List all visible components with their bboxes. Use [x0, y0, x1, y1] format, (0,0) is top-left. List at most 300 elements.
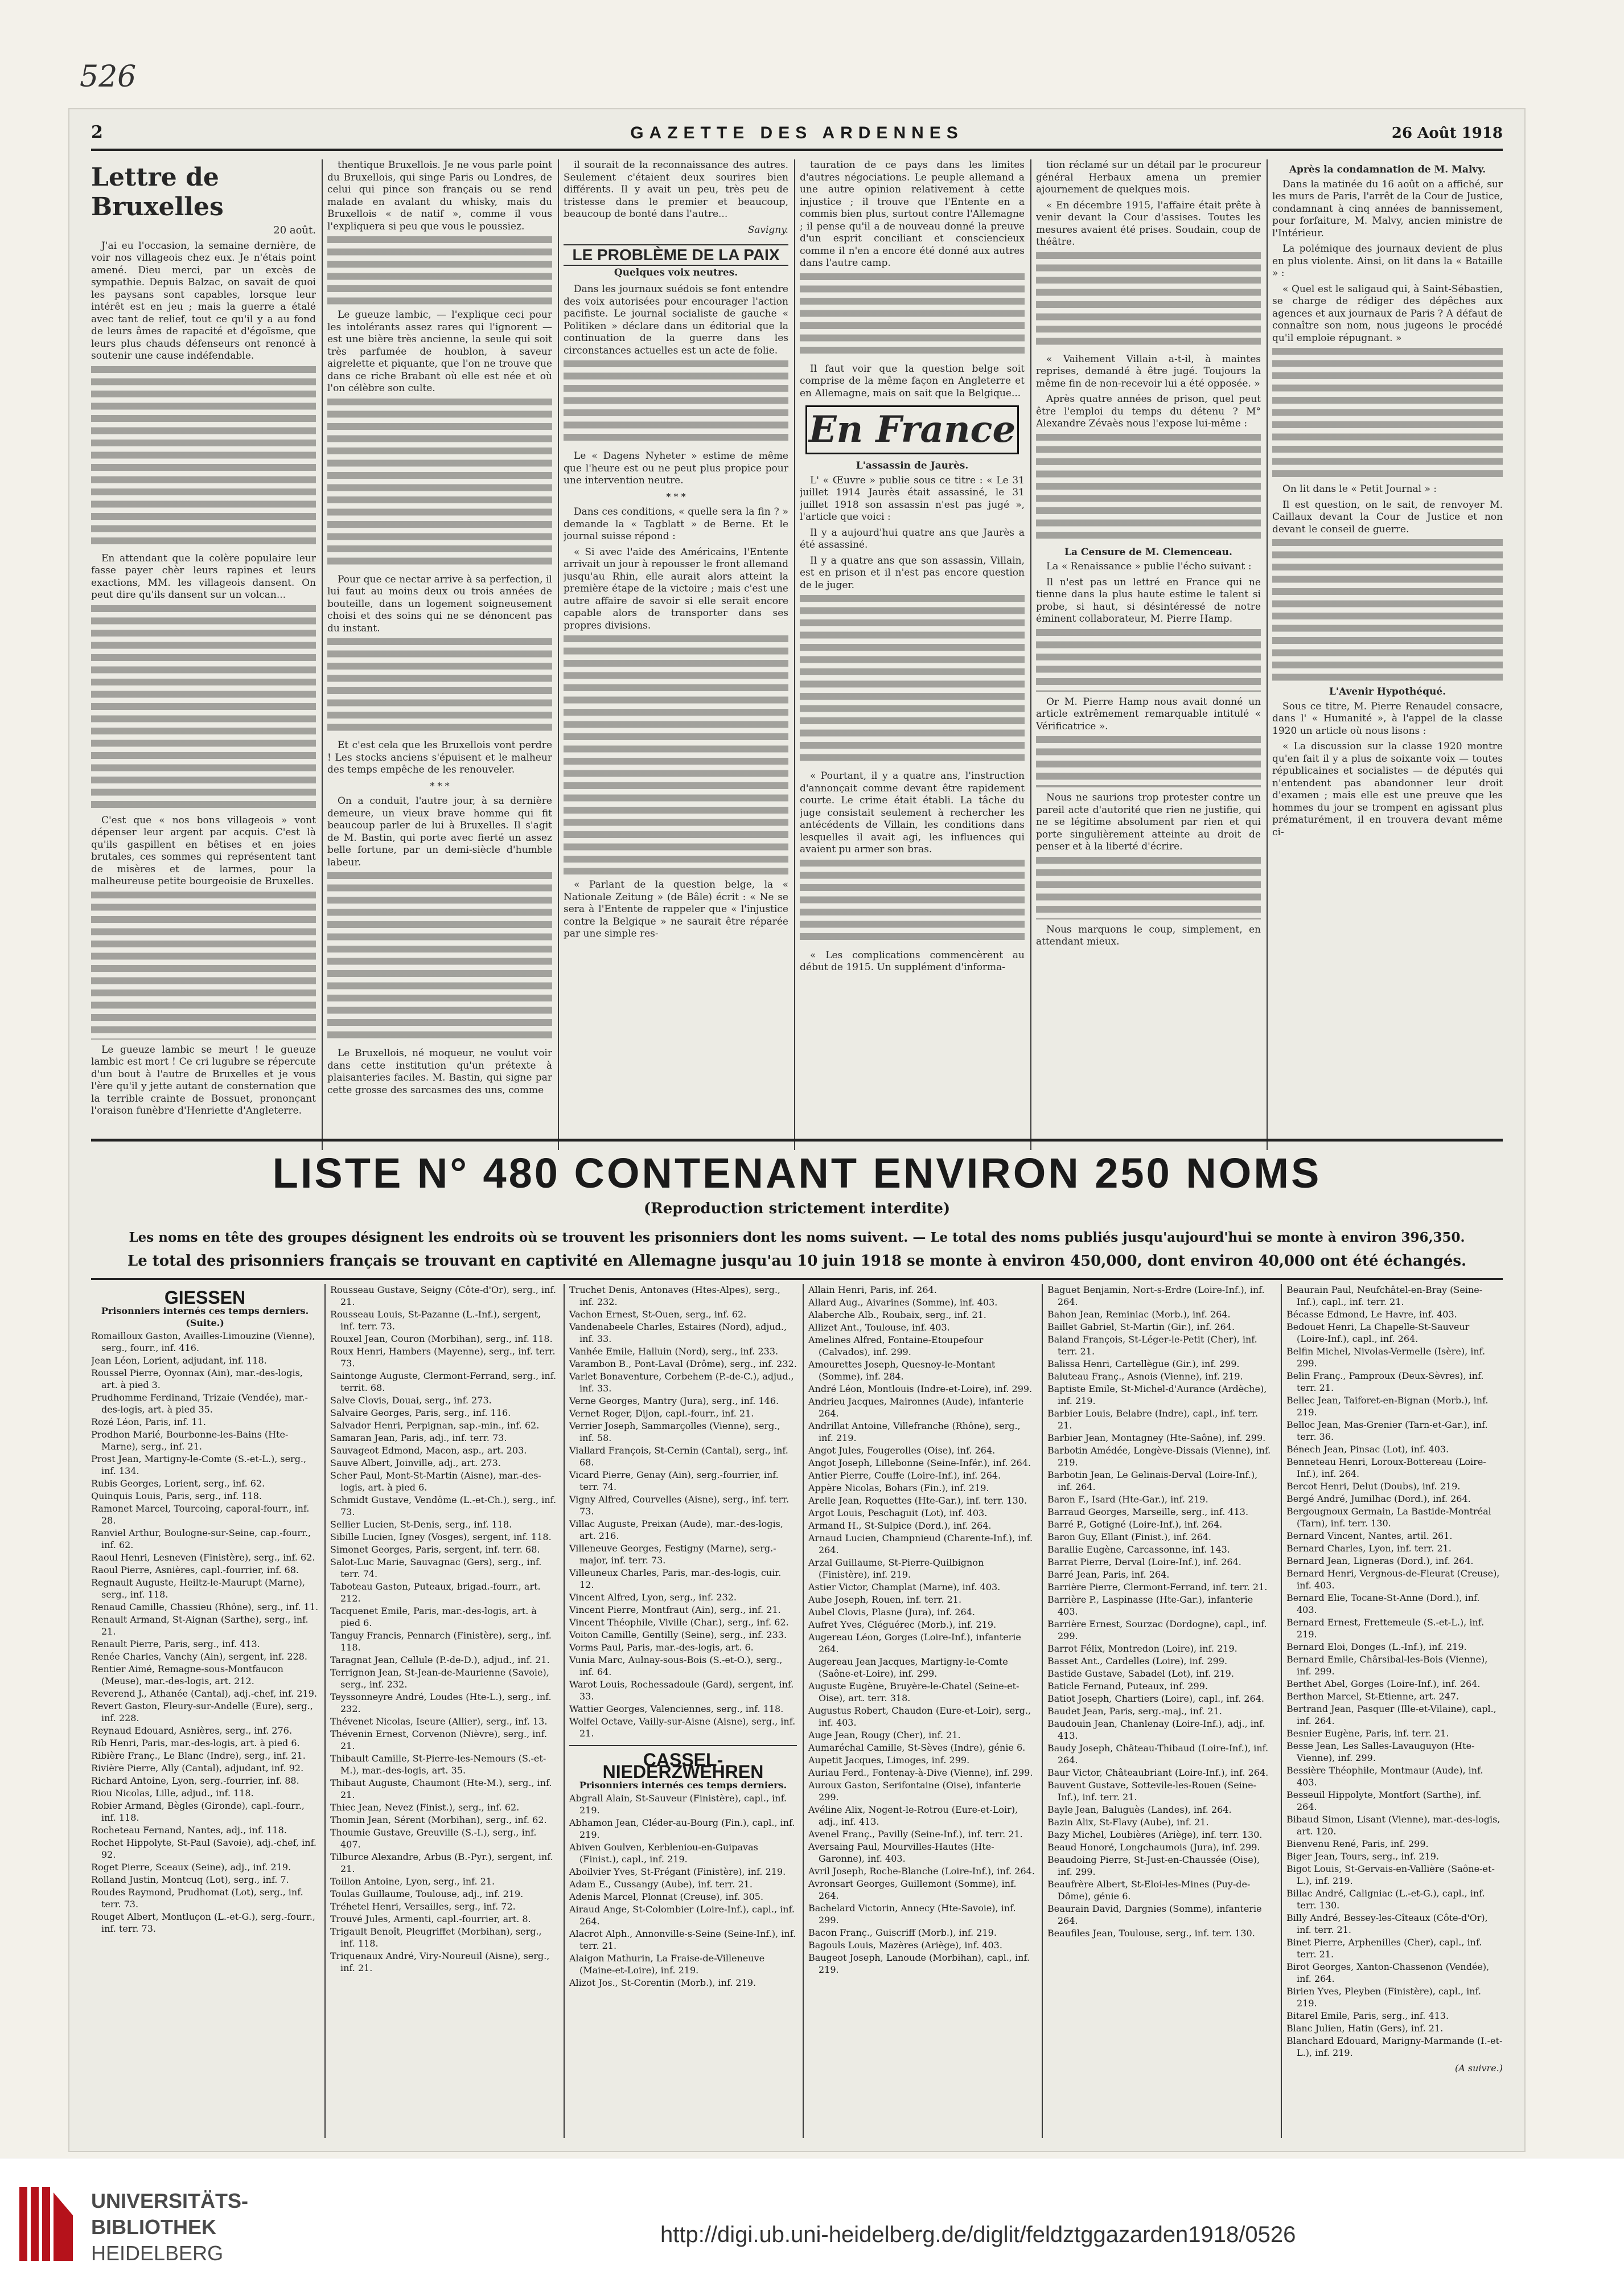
prisoner-entry: Bedouet Henri, La Chapelle-St-Sauveur (Loire-Inf.), capl., inf. 264. [1286, 1321, 1470, 1344]
prisoner-entry: Sibille Lucien, Igney (Vosges), sergent, inf. 118. [330, 1532, 552, 1542]
prisoner-entry: Auguste Eugène, Bruyère-le-Chatel (Seine-et-Oise), art. terr. 318. [808, 1681, 1019, 1703]
prisoner-entry: Balissa Henri, Cartellègue (Gir.), inf. 299. [1047, 1358, 1240, 1369]
prisoner-entry: Auriau Ferd., Fontenay-à-Dive (Vienne), inf. 299. [808, 1767, 1033, 1778]
paragraph: « Pourtant, il y a quatre ans, l'instruction d'annonçait comme devant être rapidement courte. Le crime était établi. La tâche du juge consistait seulement à rechercher les antécédents de Villain, les conditions dans lesquelles il avait agi, les influences qui avaient pu armer son bras. [800, 770, 1025, 855]
paragraph: tauration de ce pays dans les limites d'autres négociations. Le peuple allemand a une autre opinion relativement à cette injustice ; il trouve que l'Entente en a commis bien plus, surtout contre l'Allemagne ; il pense qu'il a de nouveau donné la preuve d'un esprit conciliant et consciencieux comme il n'en a encore été donné aux autres dans l'autre camp. [800, 159, 1025, 269]
prisoner-entry: Appère Nicolas, Bohars (Fin.), inf. 219. [808, 1483, 989, 1493]
prisoner-entry: Villac Auguste, Preixan (Aude), mar.-des-logis, art. 216. [569, 1518, 783, 1541]
prisoner-entry: Voiton Camille, Gentilly (Seine), serg., inf. 233. [569, 1629, 787, 1640]
prisoner-entry: Barbier Jean, Montagney (Hte-Saône), inf. 299. [1047, 1432, 1266, 1443]
liste-total: Le total des prisonniers français se trouvant en captivité en Allemagne jusqu'au 10 juin 1918 se monte à environ 450,000, dont environ 40,000 ont été échangés. [127, 1253, 1467, 1270]
prisoner-entry: Vincent Pierre, Montfraut (Ain), serg., inf. 21. [569, 1604, 781, 1615]
paragraph: Après quatre années de prison, quel peut être l'emploi du temps du détenu ? M° Alexandre Zévaès nous l'expose lui-même : [1036, 393, 1261, 429]
prisoner-entry: Rolland Justin, Montcuq (Lot), serg., inf. 7. [91, 1874, 289, 1885]
prisoner-entry: Baudet Jean, Paris, serg.-maj., inf. 21. [1047, 1706, 1222, 1717]
prisoner-entry: Thévenin Ernest, Corvenon (Nièvre), serg., inf. 21. [330, 1728, 548, 1751]
paragraph: « En décembre 1915, l'affaire était prête à venir devant la Cour d'assises. Toutes les mesures avaient été prises. Soudain, coup de théâtre. [1036, 199, 1261, 248]
prisoner-entry: Romailloux Gaston, Availles-Limouzine (Vienne), serg., fourr., inf. 416. [91, 1331, 315, 1353]
prisoner-entry: Raoul Henri, Lesneven (Finistère), serg., inf. 62. [91, 1552, 315, 1563]
prisoner-entry: Salot-Luc Marie, Sauvagnac (Gers), serg., inf. terr. 74. [330, 1557, 542, 1579]
paragraph: Dans ces conditions, « quelle sera la fin ? » demande la « Tagblatt » de Berne. Et le journal suisse répond : [564, 506, 788, 542]
subheading: La Censure de M. Clemenceau. [1064, 546, 1232, 558]
prisoner-entry: Rousseau Gustave, Seigny (Côte-d'Or), serg., inf. 21. [330, 1284, 556, 1307]
prisoner-entry: Vincent Théophile, Viville (Char.), serg., inf. 62. [569, 1617, 789, 1628]
prisoner-entry: Saintonge Auguste, Clermont-Ferrand, serg., inf. territ. 68. [330, 1370, 557, 1393]
prisoner-entry: Belin Franç., Pamproux (Deux-Sèvres), inf. terr. 21. [1286, 1370, 1484, 1393]
prisoner-entry: Blanc Julien, Hatin (Gers), inf. 21. [1286, 2023, 1444, 2034]
prisoner-entry: Sauve Albert, Joinville, adj., art. 273. [330, 1457, 501, 1468]
prisoner-entry: Roudes Raymond, Prudhomat (Lot), serg., inf. terr. 73. [91, 1887, 303, 1910]
prisoner-entry: Billac André, Caligniac (L.-et-G.), capl., inf. terr. 130. [1286, 1888, 1485, 1911]
prisoner-entry: Barallie Eugène, Carcassonne, inf. 143. [1047, 1544, 1230, 1555]
page-no: 2 [91, 122, 103, 142]
prisoner-list-columns [91, 1284, 1503, 2138]
prisoner-entry: Simonet Georges, Paris, sergent, inf. terr. 68. [330, 1544, 540, 1555]
prisoner-entry: Rivière Pierre, Ally (Cantal), adjudant, inf. 92. [91, 1763, 304, 1773]
prisoner-entry: Bernard Emile, Chârsibal-les-Bois (Vienne), inf. 299. [1286, 1654, 1488, 1677]
prisoner-entry: Bigot Louis, St-Gervais-en-Vallière (Saône-et-L.), inf. 219. [1286, 1863, 1495, 1886]
prisoner-entry: Andrillat Antoine, Villefranche (Rhône), serg., inf. 219. [808, 1420, 1021, 1443]
prisoner-entry: Beaud Honoré, Longchaumois (Jura), inf. 299. [1047, 1842, 1260, 1853]
prisoner-entry: Terrignon Jean, St-Jean-de-Maurienne (Savoie), serg., inf. 232. [330, 1667, 549, 1690]
prisoner-entry: Bibaud Simon, Lisant (Vienne), mar.-des-logis, art. 120. [1286, 1814, 1500, 1837]
paragraph: Il faut voir que la question belge soit comprise de la même façon en Angleterre et en Allemagne, mais on sait que la Belgique... [800, 363, 1025, 399]
prisoner-entry: Bénech Jean, Pinsac (Lot), inf. 403. [1286, 1444, 1449, 1455]
paragraph: La polémique des journaux devient de plus en plus violente. Ainsi, on lit dans la « Bataille » : [1272, 243, 1503, 279]
prisoner-entry: Barrière P., Laspinasse (Hte-Gar.), infanterie 403. [1047, 1594, 1253, 1617]
to-be-continued: (A suivre.) [1455, 2063, 1503, 2074]
prisoner-entry: Besseuil Hippolyte, Montfort (Sarthe), inf. 264. [1286, 1789, 1482, 1812]
prisoner-entry: Verne Georges, Mantry (Jura), serg., inf. 146. [569, 1395, 779, 1406]
paragraph: C'est que « nos bons villageois » vont dépenser leur argent par acquis. C'est là qu'ils gaspillent en bêtises et en joies brutales, ces sommes qui représentent tant de misères et de larmes, pour la malheureuse petite bourgeoisie de Bruxelles. [91, 814, 316, 887]
prisoner-entry: Teyssonneyre André, Loudes (Hte-L.), serg., inf. 232. [330, 1691, 552, 1714]
prisoner-entry: Beaurain Paul, Neufchâtel-en-Bray (Seine-Inf.), capl., inf. terr. 21. [1286, 1284, 1483, 1307]
column-6 [1272, 159, 1503, 1150]
prisoner-entry: Triquenaux André, Viry-Noureuil (Aisne), serg., inf. 21. [330, 1951, 550, 1973]
prisoner-entry: Biger Jean, Tours, serg., inf. 219. [1286, 1851, 1440, 1862]
prisoner-entry: Thévenet Nicolas, Iseure (Allier), serg., inf. 13. [330, 1716, 548, 1727]
prisoner-entry: Aupetit Jacques, Limoges, inf. 299. [808, 1755, 970, 1766]
paragraph: Le gueuze lambic, — l'explique ceci pour les intolérants assez rares qui l'ignorent — est une bière très ancienne, la seule qui soit très parfumée de houblon, à saveur aigrelette et piquante, que l'on ne trouve que dans ce riche Brabant où elle est née et où l'on célèbre son culte. [327, 309, 552, 394]
prisoner-entry: Bagouls Louis, Mazères (Ariège), inf. 403. [808, 1940, 1002, 1951]
prisoner-entry: Bauvent Gustave, Sottevile-les-Rouen (Seine-Inf.), inf. terr. 21. [1047, 1780, 1256, 1803]
paragraph: Or M. Pierre Hamp nous avait donné un article extrêmement remarquable intitulé « Vérificatrice ». [1036, 696, 1261, 732]
column-5 [1036, 159, 1261, 1150]
column-3: il sourait de la reconnaissance des autres. Seulement c'étaient deux sourires bien différents. Il y avait un peu, très peu de tristesse dans le premier et beaucoup, beaucoup de bonté dans l'autre... Savigny. LE PROBLÈME DE LA PAIX Quelques voix neutres. Dans les journaux suédois se font entendre des voix autorisées pour encourager l'action pacifiste. Le journal socialiste de gauche « Politiken » déclare dans un éditorial que la continuation de la guerre dans les circonstances actuelles est un acte de folie. Le « Dagens Nyheter » estime de même que l'heure est ou ne peut plus propice pour une intervention neutre. * * * Dans ces conditions, « quelle sera la fin ? » demande la « Tagblatt » de Berne. Et le journal suisse répond : « Si avec l'aide des Américains, l'Entente arrivait un jour à repousser le front allemand jusqu'au Rhin, elle aurait alors atteint la première étape de la victoire ; mais c'est une autre affaire de savoir si elle serait encore capable alors de transporter dans ses propres divisions. « Parlant de la question belge, la « Nationale Zeitung » (de Bâle) écrit : « Ne se sera à l'Entente de rappeler que « l'injustice contre la Belgique » ne saurait être réparée par une simple res- [564, 159, 788, 939]
prisoner-entry: Salvaire Georges, Paris, serg., inf. 116. [330, 1407, 511, 1418]
prisoner-entry: Rochet Hippolyte, St-Paul (Savoie), adj.-chef, inf. 92. [91, 1837, 316, 1860]
prisoner-entry: Bachelard Victorin, Annecy (Hte-Savoie), inf. 299. [808, 1903, 1016, 1925]
prisoner-entry: Abhamon Jean, Cléder-au-Bourg (Fin.), capl., inf. 219. [569, 1817, 795, 1840]
prisoner-entry: Rib Henri, Paris, mar.-des-logis, art. à pied 6. [91, 1738, 300, 1748]
paragraph: Le Bruxellois, né moqueur, ne voulut voir dans cette institution qu'un prétexte à plaisanteries faciles. M. Bastin, qui signe par cette grosse des sarcasmes des uns, comme [327, 1048, 552, 1096]
prisoner-entry: Auroux Gaston, Serifontaine (Oise), infanterie 299. [808, 1780, 1021, 1803]
prisoner-entry: André Léon, Montlouis (Indre-et-Loire), inf. 299. [808, 1383, 1033, 1394]
prisoner-entry: Varambon B., Pont-Laval (Drôme), serg., inf. 232. [569, 1358, 797, 1369]
paragraph: J'ai eu l'occasion, la semaine dernière, de voir nos villageois chez eux. Je n'étais point amené. Dieu merci, par un excès de sympathie. Depuis Balzac, on savait de quoi les paysans sont capables, lorsque leur intérêt est en jeu ; mais la guerre a étalé avec tant de relief, tout ce qu'il y a au fond de leurs âmes de rapacité et d'égoïsme, que leurs plus chauds défenseurs ont renoncé à soutenir une cause indéfendable. [91, 240, 316, 362]
prisoner-entry: Allizet Ant., Toulouse, inf. 403. [808, 1322, 950, 1333]
prisoner-entry: Bacon Franç., Guiscriff (Morb.), inf. 219. [808, 1927, 997, 1938]
prisoner-entry: Alaberche Alb., Roubaix, serg., inf. 21. [808, 1309, 986, 1320]
article-title: Lettre de Bruxelles [91, 163, 224, 221]
prisoner-entry: Bernard Ernest, Frettemeule (S.-et-L.), inf. 219. [1286, 1617, 1485, 1640]
prisoner-entry: Quinquis Louis, Paris, serg., inf. 118. [91, 1491, 262, 1501]
prisoner-entry: Taboteau Gaston, Puteaux, brigad.-fourr., art. 212. [330, 1581, 541, 1604]
paragraph: Et c'est cela que les Bruxellois vont perdre ! Les stocks anciens s'épuisent et le malheur des temps empêche de les renouveler. [327, 740, 552, 775]
list-column-3 [569, 1284, 797, 2138]
prisoner-entry: Reynaud Edouard, Asnières, serg., inf. 276. [91, 1725, 293, 1736]
prisoner-entry: Avéline Alix, Nogent-le-Rotrou (Eure-et-Loir), adj., inf. 413. [808, 1804, 1018, 1827]
prisoner-entry: Rubis Georges, Lorient, serg., inf. 62. [91, 1478, 265, 1489]
prisoner-entry: Rouxel Jean, Couron (Morbihan), serg., inf. 118. [330, 1333, 553, 1344]
prisoner-entry: Berthet Abel, Gorges (Loire-Inf.), inf. 264. [1286, 1678, 1481, 1689]
prisoner-entry: Beaufiles Jean, Toulouse, serg., inf. terr. 130. [1047, 1928, 1255, 1939]
prisoner-entry: Vigny Alfred, Courvelles (Aisne), serg., inf. terr. 73. [569, 1494, 790, 1517]
paragraph: On a conduit, l'autre jour, à sa dernière demeure, un vieux brave homme qui fit beaucoup parler de lui à Bruxelles. Il s'agit de M. Bastin, qui porte avec fierté un assez belle fortune, par un demi-siècle d'humble labeur. [327, 795, 552, 868]
subheading: L'assassin de Jaurès. [856, 460, 969, 471]
prisoner-entry: Bernard Charles, Lyon, inf. terr. 21. [1286, 1543, 1452, 1554]
prisoner-entry: Arnaud Lucien, Champnieud (Charente-Inf.), inf. 264. [808, 1533, 1033, 1555]
prisoner-entry: Roussel Pierre, Oyonnax (Ain), mar.-des-logis, art. à pied 3. [91, 1368, 303, 1390]
prisoner-entry: Thibaut Auguste, Chaumont (Hte-M.), serg., inf. 21. [330, 1777, 552, 1800]
prisoner-entry: Warot Louis, Rochessadoule (Gard), sergent, inf. 33. [569, 1679, 794, 1702]
prisoner-entry: Vernet Roger, Dijon, capl.-fourr., inf. 21. [569, 1408, 754, 1419]
page-header [91, 122, 1503, 151]
prisoner-entry: Baptiste Emile, St-Michel-d'Aurance (Ardèche), inf. 219. [1047, 1383, 1267, 1406]
prisoner-entry: Bazin Alix, St-Flavy (Aube), inf. 21. [1047, 1817, 1209, 1828]
prisoner-entry: Augustus Robert, Chaudon (Eure-et-Loir), serg., inf. 403. [808, 1705, 1031, 1728]
paragraph: « Les complications commencèrent au début de 1915. Un supplément d'informa- [800, 949, 1025, 973]
prisoner-entry: Baluteau Franç., Asnois (Vienne), inf. 219. [1047, 1371, 1243, 1382]
list-column-1 [91, 1284, 319, 2138]
prisoner-entry: Ranviel Arthur, Boulogne-sur-Seine, cap.-fourr., inf. 62. [91, 1528, 311, 1550]
liste-note: Les noms en tête des groupes désignent les endroits où se trouvent les prisonniers dont les noms suivent. — Le total des noms publiés jusqu'aujourd'hui se monte à environ 396,350. [129, 1230, 1465, 1245]
prisoner-entry: Beaurain David, Dargnies (Somme), infanterie 264. [1047, 1903, 1262, 1926]
prisoner-entry: Baur Victor, Châteaubriant (Loire-Inf.), inf. 264. [1047, 1767, 1269, 1778]
prisoner-entry: Baudouin Jean, Chanlenay (Loire-Inf.), adj., inf. 413. [1047, 1718, 1265, 1741]
paragraph: Dans les journaux suédois se font entendre des voix autorisées pour encourager l'action pacifiste. Le journal socialiste de gauche « Politiken » déclare dans un éditorial que la continuation de la guerre dans les circonstances actuelles est un acte de folie. [564, 284, 788, 356]
handwritten-page-number: 526 [80, 60, 137, 94]
prisoner-entry: Berthon Marcel, St-Etienne, art. 247. [1286, 1691, 1459, 1702]
prisoner-entry: Angot Joseph, Lillebonne (Seine-Infér.), inf. 264. [808, 1457, 1031, 1468]
prisoner-entry: Reverend J., Athanée (Cantal), adj.-chef, inf. 219. [91, 1688, 317, 1699]
prisoner-entry: Billy André, Bessey-les-Cîteaux (Côte-d'Or), inf. terr. 21. [1286, 1912, 1488, 1935]
prisoner-entry: Bergougnoux Germain, La Bastide-Montréal (Tarn), inf. terr. 130. [1286, 1506, 1491, 1529]
prisoner-entry: Astier Victor, Champlat (Marne), inf. 403. [808, 1582, 1001, 1592]
prisoner-entry: Auge Jean, Rougy (Cher), inf. 21. [808, 1730, 961, 1740]
prisoner-entry: Villeneuve Georges, Festigny (Marne), serg.-major, inf. terr. 73. [569, 1543, 776, 1566]
prisoner-entry: Tanguy Francis, Pennarch (Finistère), serg., inf. 118. [330, 1630, 552, 1653]
prisoner-entry: Bernard Henri, Vergnous-de-Fleurat (Creuse), inf. 403. [1286, 1568, 1500, 1591]
prisoner-entry: Baguet Benjamin, Nort-s-Erdre (Loire-Inf.), inf. 264. [1047, 1284, 1265, 1307]
list-column-2 [330, 1284, 558, 2138]
paragraph: Nous ne saurions trop protester contre un pareil acte d'autorité que rien ne justifie, qui ne se légitime absolument par rien et qui porte singulièrement atteinte au droit de penser et à la liberté d'écrire. [1036, 792, 1261, 852]
prisoner-entry: Varlet Bonaventure, Corbehem (P.-de-C.), adjud., inf. 33. [569, 1371, 794, 1394]
prisoner-entry: Bazy Michel, Loubières (Ariège), inf. terr. 130. [1047, 1829, 1263, 1840]
prisoner-entry: Abiven Goulven, Kerbleniou-en-Guipavas (Finist.), capl., inf. 219. [569, 1842, 758, 1865]
prisoner-entry: Benneteau Henri, Loroux-Bottereau (Loire-Inf.), inf. 264. [1286, 1456, 1486, 1479]
paragraph: « Si avec l'aide des Américains, l'Entente arrivait un jour à repousser le front allemand jusqu'au Rhin, elle aurait alors atteint la première étape de la victoire ; mais c'est une autre affaire de savoir si elle serait encore capable alors de transporter dans ses propres divisions. [564, 546, 788, 631]
prisoner-entry: Avronsart Georges, Guillemont (Somme), inf. 264. [808, 1878, 1017, 1901]
prisoner-entry: Tréhetel Henri, Versailles, serg., inf. 72. [330, 1901, 516, 1912]
prisoner-entry: Trouvé Jules, Armenti, capl.-fourrier, art. 8. [330, 1914, 531, 1924]
prisoner-entry: Angot Jules, Fougerolles (Oise), inf. 264. [808, 1445, 996, 1456]
prisoner-entry: Belfin Michel, Nivolas-Vermelle (Isère), inf. 299. [1286, 1346, 1486, 1369]
prisoner-entry: Baudy Joseph, Château-Thibaud (Loire-Inf.), inf. 264. [1047, 1743, 1269, 1766]
prisoner-entry: Aversaing Paul, Mourvilles-Hautes (Hte-Garonne), inf. 403. [808, 1841, 994, 1864]
prisoner-entry: Barrat Pierre, Derval (Loire-Inf.), inf. 264. [1047, 1557, 1241, 1567]
prisoner-entry: Beaudoing Pierre, St-Just-en-Chaussée (Oise), inf. 299. [1047, 1854, 1260, 1877]
column-2: thentique Bruxellois. Je ne vous parle point du Bruxellois, qui singe Paris ou Londres, de celui qui pince son français ou se rend malade en avalant du whisky, mais du Bruxellois « de natif », comme il vous l'expliquera si peu que vous le poussiez. Le gueuze lambic, — l'explique ceci pour les intolérants assez rares qui l'ignorent — est une bière très ancienne, la seule qui soit très parfumée de houblon, à saveur aigrelette et piquante, que l'on ne trouve que dans ce riche Brabant où elle est née et où l'on célèbre son culte. Pour que ce nectar arrive à sa perfection, il lui faut au moins deux ou trois années de bouteille, dans un logement soigneusement choisi et des soins qui ne se dénoncent pas du instant. Et c'est cela que les Bruxellois vont perdre ! Les stocks anciens s'épuisent et le malheur des temps empêche de les renouveler. * * * On a conduit, l'autre jour, à sa dernière demeure, un vieux brave homme qui fit beaucoup parler de lui à Bruxelles. Il s'agit de M. Bastin, qui porte avec fierté un assez belle fortune, par un demi-siècle d'humble labeur. Le Bruxellois, né moqueur, ne voulut voir dans cette institution qu'un prétexte à plaisanteries faciles. M. Bastin, qui signe par cette grosse des sarcasmes des uns, comme [327, 159, 552, 1096]
paragraph: « La discussion sur la classe 1920 montre qu'en fait il y a plus de soixante voix — toutes républicaines et socialistes — de députés qui n'entendent pas abandonner leur droit d'examen ; mais elle est une preuve que les hommes du jour se trompent en agissant plus prématurément, il en trouvera devant même ci- [1272, 741, 1503, 838]
list-column-4 [808, 1284, 1036, 2138]
paragraph: En attendant que la colère populaire leur fasse payer chèr leurs rapines et leurs exactions, MM. les villageois dansent. On peut dire qu'ils dansent sur un volcan... [91, 552, 316, 601]
prisoner-entry: Viallard François, St-Cernin (Cantal), serg., inf. 68. [569, 1445, 788, 1468]
section-subheading: Quelques voix neutres. [614, 266, 738, 278]
prisoner-entry: Barré P., Gotigné (Loire-Inf.), inf. 264. [1047, 1519, 1223, 1530]
prisoner-entry: Richard Antoine, Lyon, serg.-fourrier, inf. 88. [91, 1775, 299, 1786]
prisoner-entry: Taragnat Jean, Cellule (P.-de-D.), adjud., inf. 21. [330, 1654, 550, 1665]
signature: Savigny. [747, 224, 788, 236]
camp-subheading: Prisonniers internés ces temps derniers. (Suite.) [101, 1305, 309, 1328]
prisoner-entry: Rouget Albert, Montluçon (L.-et-G.), serg.-fourr., inf. terr. 73. [91, 1911, 316, 1934]
prisoner-entry: Robier Armand, Bègles (Gironde), capl.-fourr., inf. 118. [91, 1800, 305, 1823]
prisoner-entry: Ramonet Marcel, Tourcoing, caporal-fourr., inf. 28. [91, 1503, 310, 1526]
camp-heading: CASSEL-NIEDERZWEHREN [602, 1750, 764, 1782]
prisoner-entry: Rousseau Louis, St-Pazanne (L.-Inf.), sergent, inf. terr. 73. [330, 1309, 541, 1332]
prisoner-entry: Baron Guy, Ellant (Finist.), inf. 264. [1047, 1532, 1212, 1542]
prisoner-entry: Trigault Benoît, Pleugriffet (Morbihan), serg., inf. 118. [330, 1926, 542, 1949]
prisoner-entry: Birien Yves, Pleyben (Finistère), capl., inf. 219. [1286, 1986, 1481, 2009]
prisoner-entry: Revert Gaston, Fleury-sur-Andelle (Eure), serg., inf. 228. [91, 1701, 313, 1723]
prisoner-entry: Prost Jean, Martigny-le-Comte (S.-et-L.), serg., inf. 134. [91, 1454, 307, 1476]
prisoner-entry: Scher Paul, Mont-St-Martin (Aisne), mar.-des-logis, art. à pied 6. [330, 1470, 541, 1493]
prisoner-entry: Baugeot Joseph, Lanoude (Morbihan), capl., inf. 219. [808, 1952, 1030, 1975]
prisoner-entry: Vicard Pierre, Genay (Ain), serg.-fourrier, inf. terr. 74. [569, 1469, 779, 1492]
prisoner-entry: Thomin Jean, Sérent (Morbihan), serg., inf. 62. [330, 1814, 547, 1825]
prisoner-entry: Renault Pierre, Paris, serg., inf. 413. [91, 1639, 260, 1649]
prisoner-entry: Regnault Auguste, Heiltz-le-Maurupt (Marne), serg., inf. 118. [91, 1577, 305, 1600]
prisoner-entry: Amourettes Joseph, Quesnoy-le-Montant (Somme), inf. 284. [808, 1359, 996, 1382]
prisoner-entry: Tacquenet Emile, Paris, mar.-des-logis, art. à pied 6. [330, 1606, 537, 1628]
prisoner-entry: Bayle Jean, Baluguès (Landes), inf. 264. [1047, 1804, 1232, 1815]
list-column-6 [1286, 1284, 1503, 2138]
prisoner-entry: Aubel Clovis, Plasne (Jura), inf. 264. [808, 1607, 975, 1617]
prisoner-entry: Toulas Guillaume, Toulouse, adj., inf. 219. [330, 1888, 524, 1899]
prisoner-entry: Aumaréchal Camille, St-Sèves (Indre), génie 6. [808, 1742, 1026, 1753]
prisoner-entry: Aufret Yves, Cléguérec (Morb.), inf. 219. [808, 1619, 997, 1630]
prisoner-entry: Basset Ant., Cardelles (Loire), inf. 299. [1047, 1656, 1228, 1666]
prisoner-entry: Prudhomme Ferdinand, Trizaie (Vendée), mar.-des-logis, art. à pied 35. [91, 1392, 308, 1415]
prisoner-entry: Alaigon Mathurin, La Fraise-de-Villeneuve (Maine-et-Loire), inf. 219. [569, 1953, 765, 1976]
prisoner-entry: Barré Jean, Paris, inf. 264. [1047, 1569, 1170, 1580]
prisoner-entry: Bahon Jean, Reminiac (Morb.), inf. 264. [1047, 1309, 1231, 1320]
prisoner-entry: Samaran Jean, Paris, adj., inf. terr. 73. [330, 1432, 507, 1443]
prisoner-entry: Barbier Louis, Belabre (Indre), capl., inf. terr. 21. [1047, 1408, 1259, 1431]
prisoner-entry: Armand H., St-Sulpice (Dord.), inf. 264. [808, 1520, 992, 1531]
prisoner-entry: Barraud Georges, Marseille, serg., inf. 413. [1047, 1506, 1249, 1517]
prisoner-entry: Salvador Henri, Perpignan, sap.-min., inf. 62. [330, 1420, 540, 1431]
paragraph: Sous ce titre, M. Pierre Renaudel consacre, dans l' « Humanité », à l'appel de la classe 1920 un article où nous lisons : [1272, 700, 1503, 737]
library-footer [0, 2158, 1624, 2291]
masthead: GAZETTE DES ARDENNES [630, 124, 964, 142]
prisoner-entry: Rentier Aimé, Remagne-sous-Montfaucon (Meuse), mar.-des-logis, art. 212. [91, 1664, 283, 1686]
prisoner-entry: Barbotin Jean, Le Gelinais-Derval (Loire-Inf.), inf. 264. [1047, 1469, 1258, 1492]
prisoner-entry: Adenis Marcel, Plonnat (Creuse), inf. 305. [569, 1891, 764, 1902]
liste-title: LISTE N° 480 CONTENANT ENVIRON 250 NOMS [272, 1149, 1322, 1197]
prisoner-entry: Bernard Eloi, Donges (L.-Inf.), inf. 219. [1286, 1641, 1467, 1652]
column-4 [800, 159, 1025, 1150]
prisoner-entry: Alizot Jos., St-Corentin (Morb.), inf. 219. [569, 1977, 757, 1988]
prisoner-entry: Vunia Marc, Aulnay-sous-Bois (S.-et-O.), serg., inf. 64. [569, 1654, 783, 1677]
prisoner-entry: Toillon Antoine, Lyon, serg., inf. 21. [330, 1876, 495, 1887]
prisoner-entry: Bertrand Jean, Pasquer (Ille-et-Vilaine), capl., inf. 264. [1286, 1703, 1496, 1726]
prisoner-entry: Vorms Paul, Paris, mar.-des-logis, art. 6. [569, 1642, 754, 1653]
paragraph: Pour que ce nectar arrive à sa perfection, il lui faut au moins deux ou trois années de bouteille, dans un logement soigneusement choisi et des soins qui ne se dénoncent pas du instant. [327, 573, 552, 634]
prisoner-entry: Baticle Fernand, Puteaux, inf. 299. [1047, 1681, 1208, 1691]
prisoner-entry: Riou Nicolas, Lille, adjud., inf. 118. [91, 1788, 254, 1799]
camp-heading: GIESSEN [164, 1287, 246, 1308]
prisoner-entry: Barrière Ernest, Sourzac (Dordogne), capl., inf. 299. [1047, 1619, 1267, 1641]
paragraph: Il y a quatre ans que son assassin, Villain, est en prison et il n'est pas encore question de le juger. [800, 555, 1025, 591]
prisoner-entry: Prodhon Marié, Bourbonne-les-Bains (Hte-Marne), serg., inf. 21. [91, 1429, 289, 1452]
en-france-heading: En France [805, 405, 1019, 454]
prisoner-entry: Arelle Jean, Roquettes (Hte-Gar.), inf. terr. 130. [808, 1495, 1027, 1506]
prisoner-entry: Schmidt Gustave, Vendôme (L.-et-Ch.), serg., inf. 73. [330, 1495, 557, 1517]
prisoner-entry: Rozé Léon, Paris, inf. 11. [91, 1417, 206, 1427]
prisoner-entry: Augereau Léon, Gorges (Loire-Inf.), infanterie 264. [808, 1632, 1021, 1654]
prisoner-entry: Bernard Elie, Tocane-St-Anne (Dord.), inf. 403. [1286, 1592, 1480, 1615]
prisoner-entry: Augereau Jean Jacques, Martigny-le-Comte (Saône-et-Loire), inf. 299. [808, 1656, 1008, 1679]
prisoner-entry: Bellec Jean, Taiforet-en-Bignan (Morb.), inf. 219. [1286, 1395, 1489, 1418]
paragraph: Dans la matinée du 16 août on a affiché, sur les murs de Paris, l'arrêt de la Cour de Justice, condamnant à cinq années de bannissement, pour forfaiture, M. Malvy, ancien ministre de l'Intérieur. [1272, 178, 1503, 239]
prisoner-entry: Bitarel Emile, Paris, serg., inf. 413. [1286, 2010, 1449, 2021]
paragraph: tion réclamé sur un détail par le procureur général Herbaux amena un premier ajournement de quelques mois. [1036, 159, 1261, 195]
paragraph: Il y a aujourd'hui quatre ans que Jaurès a été assassiné. [800, 527, 1025, 551]
prisoner-entry: Thoumie Gustave, Greuville (S.-I.), serg., inf. 407. [330, 1827, 537, 1850]
prisoner-entry: Bercot Henri, Delut (Doubs), inf. 219. [1286, 1481, 1461, 1492]
prisoner-entry: Thiec Jean, Nevez (Finist.), serg., inf. 62. [330, 1802, 520, 1813]
prisoner-entry: Vanhée Emile, Halluin (Nord), serg., inf. 233. [569, 1346, 779, 1357]
prisoner-entry: Alacrot Alph., Annonville-s-Seine (Seine-Inf.), inf. terr. 21. [569, 1928, 796, 1951]
prisoner-entry: Bergé André, Jumilhac (Dord.), inf. 264. [1286, 1493, 1471, 1504]
prisoner-entry: Avenel Franç., Pavilly (Seine-Inf.), inf. terr. 21. [808, 1829, 1023, 1840]
subheading: L'Avenir Hypothéqué. [1329, 686, 1446, 697]
prisoner-entry: Birot Georges, Xanton-Chassenon (Vendée), inf. 264. [1286, 1961, 1490, 1984]
paragraph: « Quel est le saligaud qui, à Saint-Sébastien, se charge de rédiger des dépêches aux agences et aux journaux de Paris ? A défaut de connaître son nom, nous jugeons le procédé qu'il emploie répugnant. » [1272, 283, 1503, 344]
prisoner-entry: Sauvageot Edmond, Macon, asp., art. 203. [330, 1445, 527, 1456]
prisoner-entry: Airaud Ange, St-Colombier (Loire-Inf.), capl., inf. 264. [569, 1904, 795, 1927]
paragraph: La « Renaissance » publie l'écho suivant : [1046, 561, 1252, 572]
prisoner-entry: Binet Pierre, Arphenilles (Cher), capl., inf. terr. 21. [1286, 1937, 1482, 1960]
paragraph: « Vaihement Villain a-t-il, à maintes reprises, demandé à être jugé. Toujours la même fin de non-recevoir lui a été opposée. » [1036, 353, 1261, 389]
prisoner-entry: Roget Pierre, Sceaux (Seine), adj., inf. 219. [91, 1862, 291, 1873]
prisoner-entry: Aube Joseph, Rouen, inf. terr. 21. [808, 1594, 962, 1605]
prisoner-entry: Argot Louis, Peschaguit (Lot), inf. 403. [808, 1508, 988, 1518]
prisoner-entry: Tilburce Alexandre, Arbus (B.-Pyr.), sergent, inf. 21. [330, 1851, 553, 1874]
article-columns [91, 159, 1503, 1150]
camp-subheading: Prisonniers internés ces temps derniers. [579, 1780, 787, 1791]
prisoner-entry: Bastide Gustave, Sabadel (Lot), inf. 219. [1047, 1668, 1234, 1679]
paragraph: thentique Bruxellois. Je ne vous parle point du Bruxellois, qui singe Paris ou Londres, de celui qui pince son français ou se rend malade en avalant du whisky, mais du Bruxellois « de natif », comme il vous l'expliquera si peu que vous le poussiez. [327, 159, 552, 232]
prisoner-entry: Antier Pierre, Couffe (Loire-Inf.), inf. 264. [808, 1470, 1001, 1481]
prisoner-entry: Besse Jean, Les Salles-Lavauguyon (Hte-Vienne), inf. 299. [1286, 1740, 1475, 1763]
issue-date: 26 Août 1918 [1391, 125, 1503, 142]
prisoner-entry: Allard Aug., Aivarines (Somme), inf. 403. [808, 1297, 998, 1308]
prisoner-entry: Arzal Guillaume, St-Pierre-Quilbignon (Finistère), inf. 219. [808, 1557, 984, 1580]
prisoner-entry: Belloc Jean, Mas-Grenier (Tarn-et-Gar.), inf. terr. 36. [1286, 1419, 1488, 1442]
prisoner-entry: Renaud Camille, Chassieu (Rhône), serg., inf. 11. [91, 1602, 319, 1612]
liste-subtitle: (Reproduction strictement interdite) [643, 1200, 951, 1217]
prisoner-entry: Vachon Ernest, St-Ouen, serg., inf. 62. [569, 1309, 747, 1320]
prisoner-entry: Adam E., Cussangy (Aube), inf. terr. 21. [569, 1879, 753, 1890]
prisoner-entry: Bécasse Edmond, Le Havre, inf. 403. [1286, 1309, 1457, 1320]
permalink-url[interactable]: http://digi.ub.uni-heidelberg.de/diglit/feldztggazarden1918/0526 [660, 2222, 1296, 2247]
prisoner-entry: Wolfel Octave, Vailly-sur-Aisne (Aisne), serg., inf. 21. [569, 1716, 796, 1739]
university-library-logo-icon [16, 2181, 79, 2267]
prisoner-entry: Bernard Jean, Ligneras (Dord.), inf. 264. [1286, 1555, 1474, 1566]
prisoner-entry: Jean Léon, Lorient, adjudant, inf. 118. [91, 1355, 267, 1366]
prisoner-entry: Allain Henri, Paris, inf. 264. [808, 1284, 937, 1295]
section-heading: LE PROBLÈME DE LA PAIX [564, 244, 788, 266]
prisoner-entry: Avril Joseph, Roche-Blanche (Loire-Inf.), inf. 264. [808, 1866, 1035, 1877]
paragraph: L' « Œuvre » publie sous ce titre : « Le 31 juillet 1914 Jaurès était assassiné, le 31 juillet 1918 son assassin n'est pas jugé », l'article que voici : [800, 474, 1025, 523]
prisoner-entry: Barrière Pierre, Clermont-Ferrand, inf. terr. 21. [1047, 1582, 1268, 1592]
prisoner-entry: Batiot Joseph, Chartiers (Loire), capl., inf. 264. [1047, 1693, 1264, 1704]
prisoner-entry: Vandenabeele Charles, Estaires (Nord), adjud., inf. 33. [569, 1321, 787, 1344]
prisoner-entry: Bienvenu René, Paris, inf. 299. [1286, 1838, 1429, 1849]
paragraph: Il est question, on le sait, de renvoyer M. Caillaux devant la Cour de Justice et non devant le conseil de guerre. [1272, 499, 1503, 535]
prisoner-entry: Baland François, St-Léger-le-Petit (Cher), inf. terr. 21. [1047, 1334, 1257, 1357]
prisoner-entry: Renée Charles, Vanchy (Ain), sergent, inf. 228. [91, 1651, 308, 1662]
paragraph: il sourait de la reconnaissance des autres. Seulement c'étaient deux sourires bien différents. Il y avait un peu, très peu de tristesse dans le premier et beaucoup, beaucoup de bonté dans l'autre... [564, 159, 788, 220]
prisoner-entry: Barbotin Amédée, Longève-Dissais (Vienne), inf. 219. [1047, 1445, 1271, 1468]
prisoner-entry: Thibault Camille, St-Pierre-les-Nemours (S.-et-M.), mar.-des-logis, art. 35. [330, 1753, 546, 1776]
prisoner-entry: Sellier Lucien, St-Denis, serg., inf. 118. [330, 1519, 512, 1530]
paragraph: On lit dans le « Petit Journal » : [1282, 483, 1437, 495]
prisoner-entry: Roux Henri, Hambers (Mayenne), serg., inf. terr. 73. [330, 1346, 556, 1369]
prisoner-entry: Blanchard Edouard, Marigny-Marmande (I.-et-L.), inf. 219. [1286, 2035, 1503, 2058]
paragraph: Le gueuze lambic se meurt ! le gueuze lambic est mort ! Ce cri lugubre se répercute d'un bout à l'autre de Bruxelles et je vous l'ère qu'il y jette autant de consternation que la terrible crainte de Bossuet, prononçant l'oraison funèbre d'Henriette d'Angleterre. [91, 1044, 316, 1116]
prisoner-entry: Aboilvier Yves, St-Frégant (Finistère), inf. 219. [569, 1866, 786, 1877]
prisoner-entry: Renault Armand, St-Aignan (Sarthe), serg., inf. 21. [91, 1614, 309, 1637]
paragraph: Nous marquons le coup, simplement, en attendant mieux. [1036, 923, 1261, 947]
prisoner-entry: Amelines Alfred, Fontaine-Etoupefour (Calvados), inf. 299. [808, 1335, 984, 1357]
prisoner-entry: Villeuneux Charles, Paris, mar.-des-logis, cuir. 12. [569, 1567, 782, 1590]
prisoner-entry: Bernard Vincent, Nantes, artil. 261. [1286, 1530, 1453, 1541]
prisoner-entry: Truchet Denis, Antonaves (Htes-Alpes), serg., inf. 232. [569, 1284, 781, 1307]
prisoner-entry: Rocheteau Fernand, Nantes, adj., inf. 118. [91, 1825, 287, 1836]
paragraph: « Parlant de la question belge, la « Nationale Zeitung » (de Bâle) écrit : « Ne se sera à l'Entente de rappeler que « l'injustice contre la Belgique » ne saurait être réparée par une simple res- [564, 879, 788, 939]
prisoner-entry: Salve Clovis, Douai, serg., inf. 273. [330, 1395, 492, 1406]
list-column-5 [1047, 1284, 1275, 2138]
paragraph: Le « Dagens Nyheter » estime de même que l'heure est ou ne peut plus propice pour une intervention neutre. [564, 450, 788, 486]
column-1 [91, 159, 316, 1150]
prisoner-entry: Andrieu Jacques, Maironnes (Aude), infanterie 264. [808, 1396, 1024, 1419]
prisoner-entry: Abgrall Alain, St-Sauveur (Finistère), capl., inf. 219. [569, 1793, 787, 1816]
prisoner-entry: Bessière Théophile, Montmaur (Aude), inf. 403. [1286, 1765, 1483, 1788]
subheading: Après la condamnation de M. Malvy. [1289, 164, 1486, 175]
prisoner-entry: Beaufrère Albert, St-Eloi-les-Mines (Puy-de-Dôme), génie 6. [1047, 1879, 1251, 1902]
prisoner-entry: Vincent Alfred, Lyon, serg., inf. 232. [569, 1592, 737, 1603]
prisoner-entry: Barrot Félix, Montredon (Loire), inf. 219. [1047, 1643, 1237, 1654]
prisoner-entry: Ribière Franç., Le Blanc (Indre), serg., inf. 21. [91, 1750, 306, 1761]
prisoner-entry: Baron F., Isard (Hte-Gar.), inf. 219. [1047, 1494, 1208, 1505]
paragraph: Il n'est pas un lettré en France qui ne tienne dans la plus haute estime le talent si probe, si haut, si désintéressé de notre éminent collaborateur, M. Pierre Hamp. [1036, 576, 1261, 625]
prisoner-entry: Raoul Pierre, Asnières, capl.-fourrier, inf. 68. [91, 1565, 299, 1575]
prisoner-entry: Wattier Georges, Valenciennes, serg., inf. 118. [569, 1703, 784, 1714]
library-name: UNIVERSITÄTS- BIBLIOTHEK HEIDELBERG [91, 2189, 249, 2265]
